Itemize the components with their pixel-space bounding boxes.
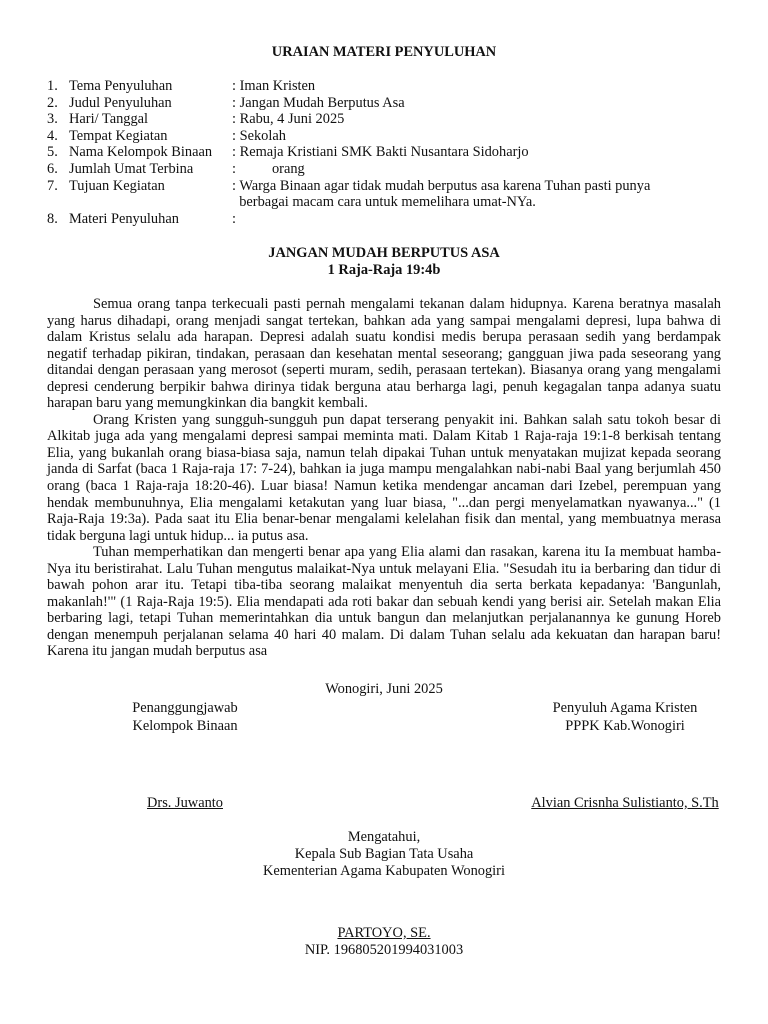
info-row xyxy=(47,178,727,211)
document-title: URAIAN MATERI PENYULUHAN xyxy=(271,44,497,60)
info-number: 7. xyxy=(47,177,58,194)
info-label: Jumlah Umat Terbina xyxy=(69,160,194,177)
body-paragraph: Semua orang tanpa terkecuali pasti pernah mengalami tekanan dalam hidupnya. Karena beratnya masalah yang harus dihadapi, orang menjadi sangat tertekan, bahkan ada yang sampai mengalami depresi, lupa bahwa di dalam Kristus selalu ada harapan. Depresi adalah suatu kondisi medis berupa perasaan sedih yang berdampak negatif terhadap pikiran, tindakan, perasaan dan kesehatan mental seseorang; gangguan jiwa pada seseorang yang ditandai dengan perasaan yang merosot (seperti muram, sedih, perasaan tertekan). Biasanya orang yang mengalami depresi cenderung berpikir bahwa dirinya tidak berguna atau berharga lagi, penuh kegagalan tanpa adanya suatu harapan baru yang memungkinkan dia bangkit kembali. xyxy=(47,296,721,412)
scripture-reference: 1 Raja-Raja 19:4b xyxy=(327,262,441,278)
info-label: Hari/ Tanggal xyxy=(69,111,149,128)
info-number: 6. xyxy=(47,160,58,177)
approval-office: Kementerian Agama Kabupaten Wonogiri xyxy=(263,863,505,879)
approval-nip: NIP. 196805201994031003 xyxy=(304,942,464,958)
material-body xyxy=(47,296,721,660)
info-number: 1. xyxy=(47,78,58,94)
info-row xyxy=(47,128,727,145)
info-row xyxy=(47,211,727,228)
info-value: : Jangan Mudah Berputus Asa xyxy=(232,94,405,111)
right-signer-role: Penyuluh Agama Kristen xyxy=(552,700,698,716)
info-row xyxy=(47,78,727,95)
info-value: : Remaja Kristiani SMK Bakti Nusantara Sidoharjo xyxy=(232,144,529,161)
left-signer-unit: Kelompok Binaan xyxy=(132,718,238,734)
info-value: : Sekolah xyxy=(232,127,286,144)
info-value: : orang xyxy=(232,160,305,177)
body-paragraph: Tuhan memperhatikan dan mengerti benar apa yang Elia alami dan rasakan, karena itu Ia membuat hamba-Nya itu beristirahat. Lalu Tuhan mengutus malaikat-Nya untuk melayani Elia. "Sesudah itu ia berbaring dan tidur di bawah pohon arar itu. Tetapi tiba-tiba seorang malaikat menyentuh dia serta berkata kepadanya: 'Bangunlah, makanlah!'" (1 Raja-Raja 19:5). Elia mendapati ada roti bakar dan sebuah kendi yang berisi air. Setelah makan Elia berbaring lagi, tetapi Tuhan memerintahkan dia untuk bangun dan melanjutkan perjalanannya ke gunung Horeb dengan menempuh perjalanan selama 40 hari 40 malam. Di dalam Tuhan selalu ada kekuatan dan harapan baru! Karena itu jangan mudah berputus asa xyxy=(47,544,721,660)
info-label: Judul Penyuluhan xyxy=(69,94,172,111)
info-label: Tujuan Kegiatan xyxy=(69,177,165,194)
right-signer-unit: PPPK Kab.Wonogiri xyxy=(565,718,685,734)
info-row xyxy=(47,95,727,112)
approval-label: Mengatahui, xyxy=(347,829,421,845)
info-label: Tempat Kegiatan xyxy=(69,127,168,144)
info-row xyxy=(47,111,727,128)
info-number: 8. xyxy=(47,210,58,227)
info-row xyxy=(47,144,727,161)
left-signer-role: Penanggungjawab xyxy=(132,700,238,716)
info-value: : Rabu, 4 Juni 2025 xyxy=(232,111,345,128)
material-title: JANGAN MUDAH BERPUTUS ASA xyxy=(268,245,500,261)
info-value: : Iman Kristen xyxy=(232,78,316,94)
right-signer-name: Alvian Crisnha Sulistianto, S.Th xyxy=(531,795,719,811)
info-row xyxy=(47,161,727,178)
info-label: Nama Kelompok Binaan xyxy=(69,144,213,161)
body-paragraph: Orang Kristen yang sungguh-sungguh pun dapat terserang penyakit ini. Bahkan salah satu tokoh besar di Alkitab juga ada yang mengalami depresi sampai meminta mati. Dalam Kitab 1 Raja-raja 19:1-8 berkisah tentang Elia, yang bukanlah orang biasa-biasa saja, namun telah dipakai Tuhan untuk menyatakan mujizat kepada seorang janda di Sarfat (baca 1 Raja-raja 17: 7-24), bahkan ia juga mampu mengalahkan nabi-nabi Baal yang berjumlah 450 orang (baca 1 Raja-raja 18:20-46). Luar biasa! Namun ketika mendengar ancaman dari Izebel, perempuan yang hendak membunuhnya, Elia mengalami ketakutan yang luar biasa, "...dan pergi menyelamatkan nyawanya..." (1 Raja-Raja 19:3a). Pada saat itu Elia benar-benar mengalami kelelahan fisik dan mental, yang membuatnya merasa tidak berguna lagi untuk hidup... ia putus asa. xyxy=(47,411,721,544)
left-signer-name: Drs. Juwanto xyxy=(147,795,223,811)
info-value: : Warga Binaan agar tidak mudah berputus asa karena Tuhan pasti punya berbagai macam cara untuk memelihara umat-NYa. xyxy=(232,177,651,211)
place-date: Wonogiri, Juni 2025 xyxy=(325,681,443,697)
info-number: 5. xyxy=(47,144,58,161)
info-list xyxy=(47,78,727,227)
info-label: Materi Penyuluhan xyxy=(69,210,179,227)
info-label: Tema Penyuluhan xyxy=(69,78,173,94)
approval-name-text: PARTOYO, SE. xyxy=(337,925,431,941)
info-number: 2. xyxy=(47,94,58,111)
approval-name xyxy=(0,925,768,942)
approval-position: Kepala Sub Bagian Tata Usaha xyxy=(294,846,474,862)
info-value: : xyxy=(232,210,236,227)
info-number: 4. xyxy=(47,127,58,144)
info-number: 3. xyxy=(47,111,58,128)
